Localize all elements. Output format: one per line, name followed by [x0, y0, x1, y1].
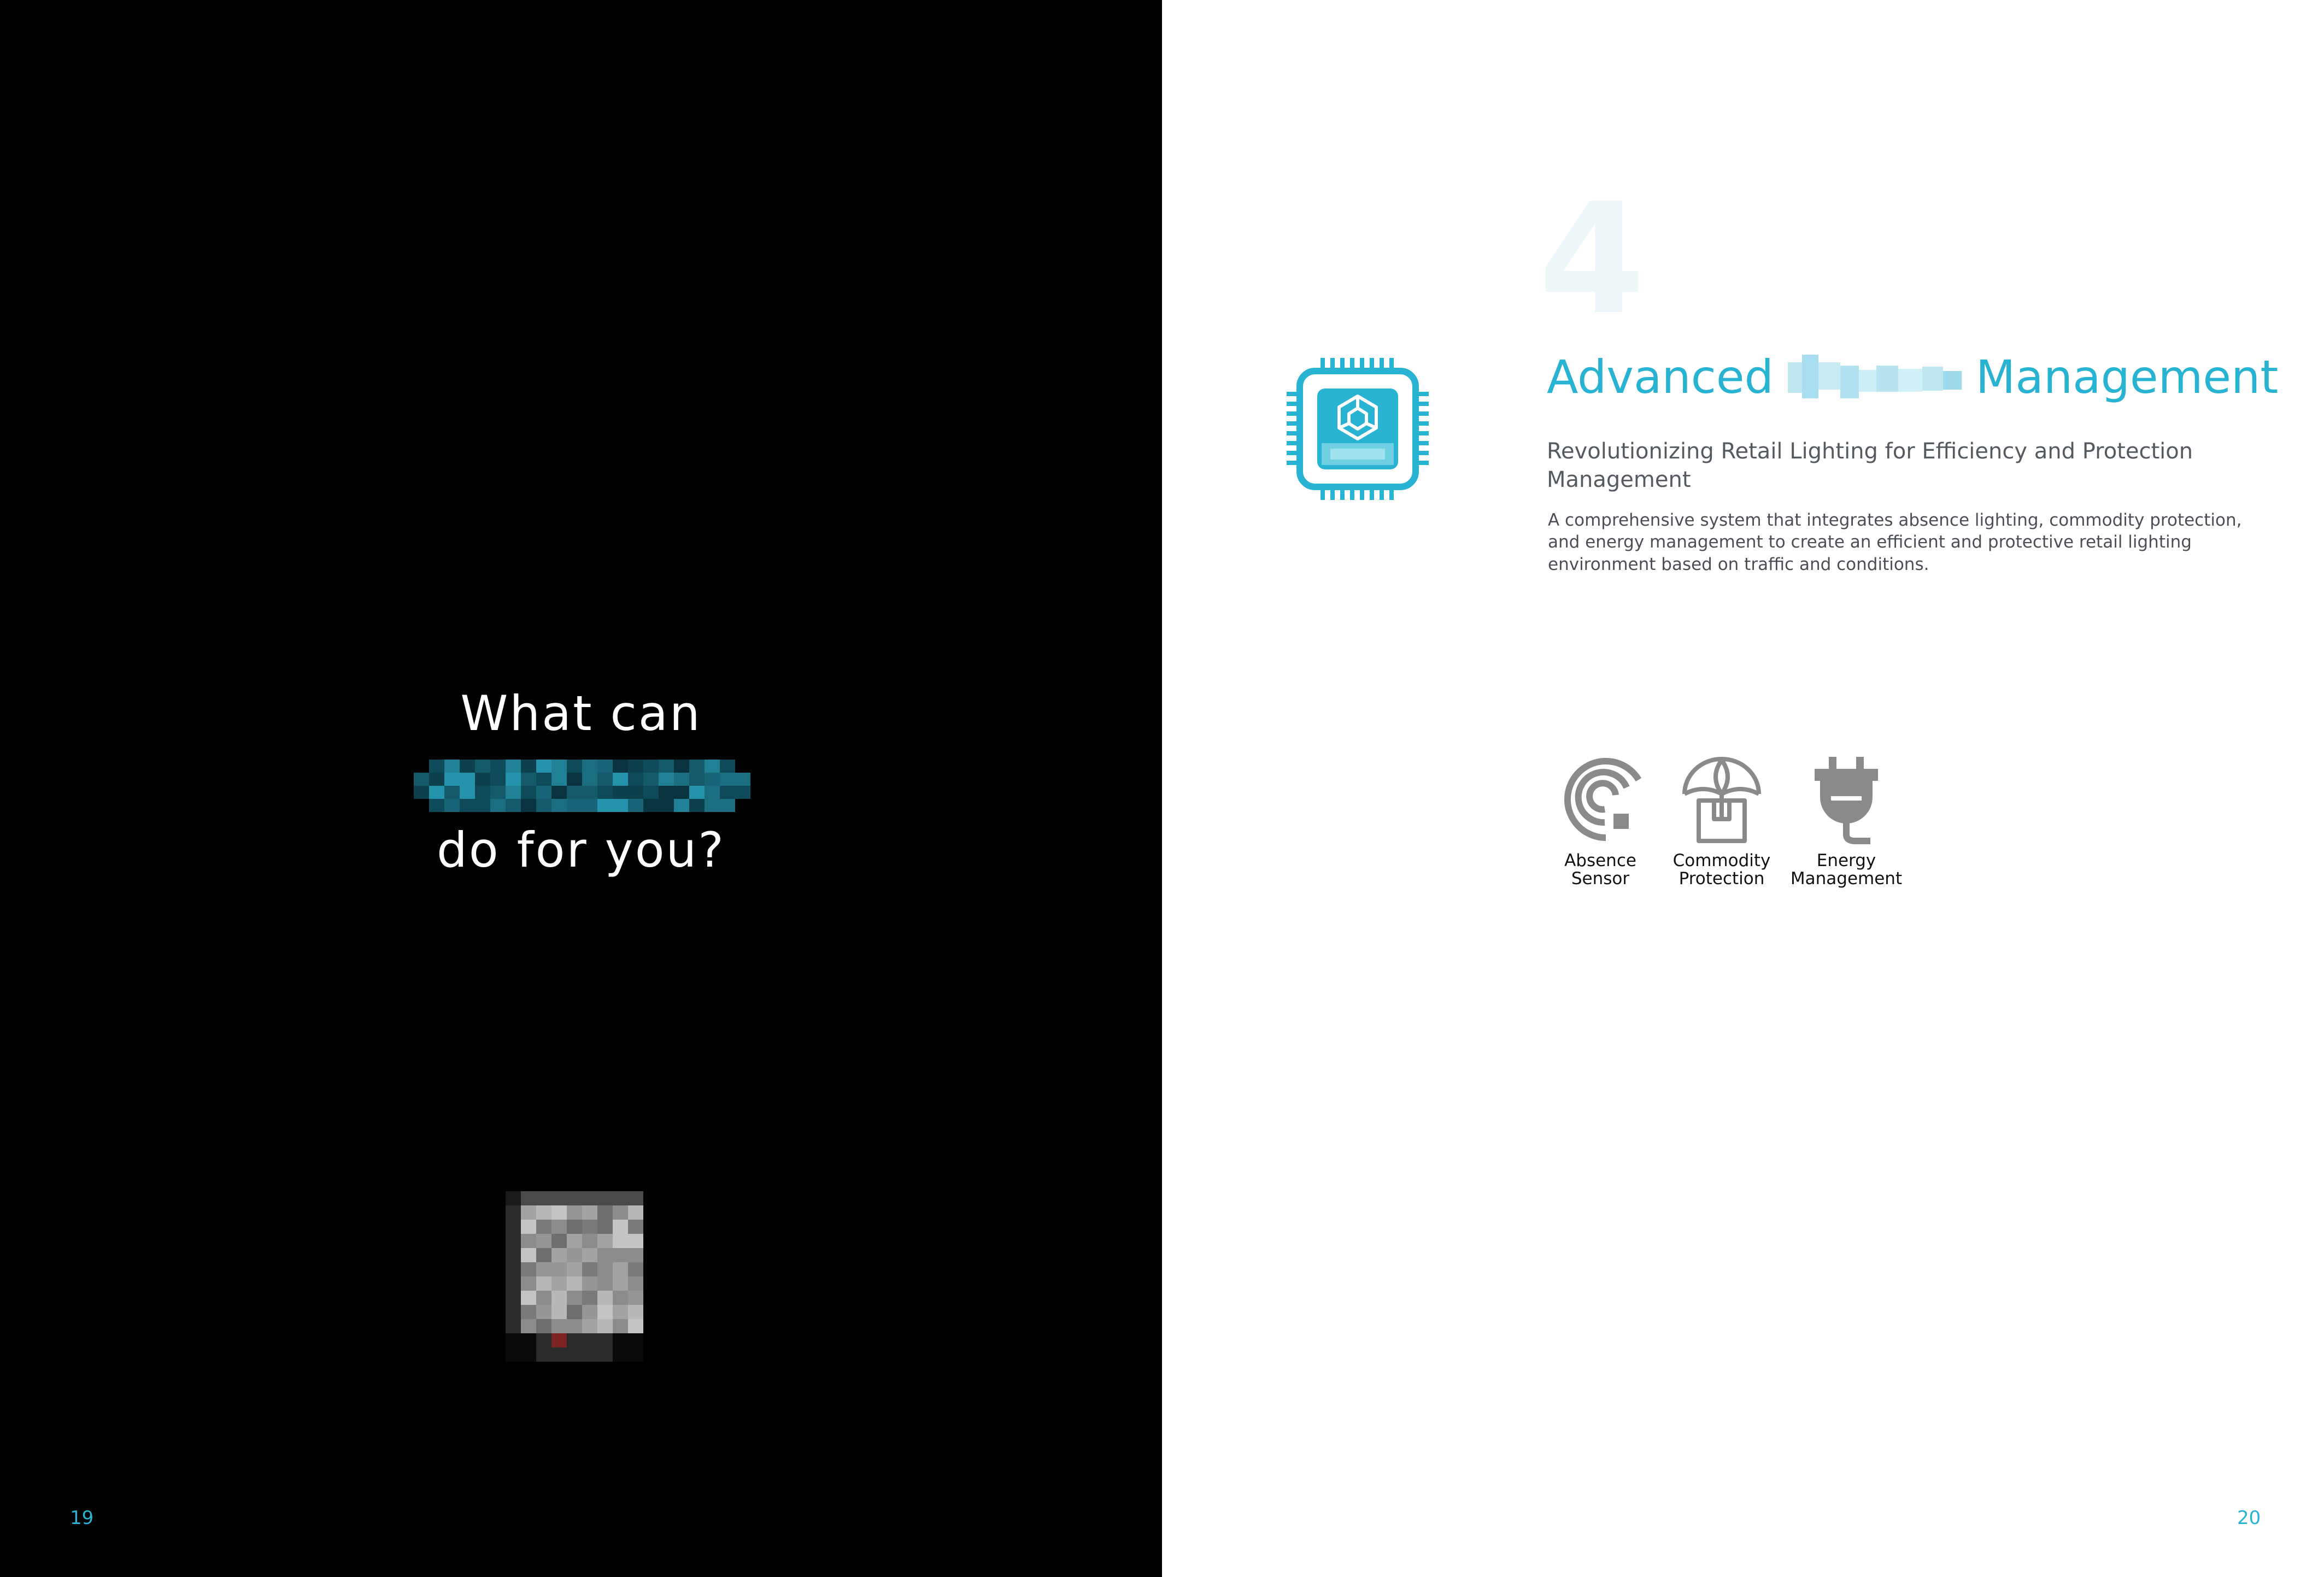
- brand-pixel: [582, 773, 597, 786]
- logo-pixel: [628, 1333, 643, 1347]
- section-title: [1547, 350, 2278, 405]
- brand-pixel: [414, 786, 429, 799]
- brand-pixel: [536, 799, 551, 812]
- logo-pixel: [521, 1191, 536, 1205]
- logo-pixel: [613, 1333, 628, 1347]
- logo-pixel: [628, 1262, 643, 1276]
- brand-pixel: [689, 799, 705, 812]
- brand-pixel: [705, 773, 720, 786]
- logo-pixel: [506, 1291, 521, 1305]
- logo-pixel: [582, 1262, 597, 1276]
- logo-pixel: [536, 1305, 551, 1319]
- brand-pixel: [643, 799, 659, 812]
- sensor-icon: [1557, 757, 1644, 844]
- logo-pixel: [567, 1276, 582, 1291]
- brand-pixel: [643, 760, 659, 773]
- page-number-right: 20: [2237, 1507, 2261, 1529]
- logo-pixel: [613, 1319, 628, 1333]
- brand-pixel: [705, 799, 720, 812]
- logo-pixel: [536, 1191, 551, 1205]
- brand-pixel: [613, 760, 628, 773]
- logo-pixel: [506, 1205, 521, 1220]
- logo-pixel: [628, 1205, 643, 1220]
- brand-pixel: [674, 799, 689, 812]
- logo-pixel: [582, 1248, 597, 1262]
- logo-pixel: [613, 1205, 628, 1220]
- logo-pixel: [551, 1234, 567, 1248]
- brand-pixel: [689, 773, 705, 786]
- brand-pixel: [674, 786, 689, 799]
- brand-pixel: [720, 786, 735, 799]
- brand-pixel: [521, 760, 536, 773]
- logo-pixel: [506, 1319, 521, 1333]
- logo-pixel: [521, 1291, 536, 1305]
- logo-pixel: [536, 1262, 551, 1276]
- logo-pixel: [613, 1305, 628, 1319]
- brand-pixel: [720, 760, 735, 773]
- logo-pixel: [628, 1291, 643, 1305]
- logo-pixel: [628, 1234, 643, 1248]
- logo-pixel: [521, 1347, 536, 1362]
- logo-pixel: [597, 1248, 613, 1262]
- brand-pixel: [735, 773, 750, 786]
- brand-pixel: [429, 760, 444, 773]
- brand-pixel: [659, 773, 674, 786]
- brand-pixel: [720, 799, 735, 812]
- logo-pixel: [551, 1305, 567, 1319]
- section-description: A comprehensive system that integrates absence lighting, commodity protection, and energy management to create an efficient and protective retail lighting environment based on traffic and conditions.: [1548, 510, 2242, 574]
- brand-pixel: [551, 760, 567, 773]
- brand-pixel: [444, 760, 460, 773]
- headline-line-1: What can: [460, 685, 702, 742]
- logo-pixel: [536, 1220, 551, 1234]
- logo-pixel: [521, 1234, 536, 1248]
- brand-pixel: [643, 786, 659, 799]
- logo-pixel: [582, 1305, 597, 1319]
- logo-pixel: [551, 1205, 567, 1220]
- logo-pixel: [567, 1333, 582, 1347]
- brand-pixel: [444, 799, 460, 812]
- logo-pixel: [521, 1220, 536, 1234]
- logo-pixel: [567, 1220, 582, 1234]
- brand-pixel: [551, 773, 567, 786]
- umbrella-box-icon: [1678, 757, 1765, 844]
- logo-pixel: [521, 1248, 536, 1262]
- brand-pixel: [628, 773, 643, 786]
- brand-pixel: [597, 760, 613, 773]
- headline-line-3: do for you?: [436, 822, 726, 878]
- brand-pixel: [460, 760, 475, 773]
- logo-pixel: [521, 1319, 536, 1333]
- logo-pixel: [536, 1291, 551, 1305]
- logo-pixel: [551, 1319, 567, 1333]
- brand-pixel: [444, 773, 460, 786]
- logo-pixel: [521, 1305, 536, 1319]
- brand-pixel: [490, 773, 506, 786]
- logo-pixel: [597, 1234, 613, 1248]
- pixelated-logo: [506, 1191, 643, 1362]
- brand-pixel: [490, 799, 506, 812]
- feature-energy-management: [1781, 757, 1912, 887]
- logo-pixel: [536, 1205, 551, 1220]
- brand-pixel: [705, 786, 720, 799]
- brand-pixel: [506, 760, 521, 773]
- brand-pixel: [475, 799, 490, 812]
- brand-pixel: [521, 799, 536, 812]
- brand-pixel: [567, 760, 582, 773]
- brand-pixel: [429, 773, 444, 786]
- logo-pixel: [597, 1305, 613, 1319]
- logo-pixel: [551, 1220, 567, 1234]
- section-subtitle: Revolutionizing Retail Lighting for Efficiency and Protection Management: [1547, 439, 2193, 492]
- brand-pixel: [536, 773, 551, 786]
- brand-pixel: [567, 799, 582, 812]
- brand-pixel: [460, 773, 475, 786]
- logo-pixel: [597, 1333, 613, 1347]
- logo-pixel: [597, 1205, 613, 1220]
- logo-pixel: [582, 1234, 597, 1248]
- brand-pixel: [720, 773, 735, 786]
- logo-pixel: [567, 1262, 582, 1276]
- brand-pixel: [475, 760, 490, 773]
- brand-pixel: [735, 799, 750, 812]
- logo-pixel: [628, 1276, 643, 1291]
- brand-pixel: [429, 799, 444, 812]
- logo-pixel: [521, 1333, 536, 1347]
- logo-pixel: [582, 1291, 597, 1305]
- feature-label: Absence Sensor: [1564, 851, 1636, 888]
- brand-pixel: [567, 786, 582, 799]
- brand-pixel: [551, 799, 567, 812]
- brand-pixel: [490, 760, 506, 773]
- logo-pixel: [551, 1191, 567, 1205]
- brand-pixel: [414, 799, 429, 812]
- brand-pixel: [597, 773, 613, 786]
- logo-pixel: [597, 1262, 613, 1276]
- logo-pixel: [506, 1220, 521, 1234]
- logo-pixel: [551, 1347, 567, 1362]
- logo-pixel: [613, 1220, 628, 1234]
- brand-pixel: [536, 760, 551, 773]
- brand-pixel: [429, 786, 444, 799]
- logo-pixel: [582, 1319, 597, 1333]
- brand-pixel: [582, 799, 597, 812]
- logo-pixel: [521, 1205, 536, 1220]
- brand-pixel: [475, 786, 490, 799]
- feature-label: Commodity Protection: [1672, 851, 1771, 888]
- pixelated-brand-name: [414, 760, 750, 812]
- brand-pixel: [705, 760, 720, 773]
- brand-pixel: [735, 786, 750, 799]
- logo-pixel: [536, 1276, 551, 1291]
- logo-pixel: [506, 1305, 521, 1319]
- brand-pixel: [659, 786, 674, 799]
- logo-pixel: [506, 1248, 521, 1262]
- logo-pixel: [628, 1220, 643, 1234]
- logo-pixel: [506, 1234, 521, 1248]
- logo-pixel: [613, 1191, 628, 1205]
- logo-pixel: [613, 1347, 628, 1362]
- logo-pixel: [551, 1291, 567, 1305]
- logo-pixel: [551, 1248, 567, 1262]
- brand-pixel: [613, 799, 628, 812]
- logo-pixel: [613, 1262, 628, 1276]
- feature-label: Energy Management: [1790, 851, 1903, 888]
- brand-pixel: [689, 760, 705, 773]
- brand-pixel: [643, 773, 659, 786]
- logo-pixel: [506, 1276, 521, 1291]
- logo-pixel: [582, 1220, 597, 1234]
- title-end: Management: [1975, 350, 2279, 404]
- logo-pixel: [536, 1234, 551, 1248]
- logo-pixel: [582, 1191, 597, 1205]
- brand-pixel: [597, 799, 613, 812]
- logo-pixel: [613, 1291, 628, 1305]
- logo-pixel: [567, 1347, 582, 1362]
- logo-pixel: [597, 1276, 613, 1291]
- brand-pixel: [460, 799, 475, 812]
- logo-pixel: [582, 1276, 597, 1291]
- logo-pixel: [582, 1205, 597, 1220]
- logo-pixel: [597, 1319, 613, 1333]
- logo-pixel: [551, 1262, 567, 1276]
- logo-pixel: [628, 1347, 643, 1362]
- logo-pixel: [506, 1262, 521, 1276]
- brand-pixel: [414, 760, 429, 773]
- logo-pixel: [628, 1305, 643, 1319]
- logo-pixel: [536, 1347, 551, 1362]
- logo-pixel: [597, 1220, 613, 1234]
- brand-pixel: [567, 773, 582, 786]
- section-number: 4: [1539, 170, 1645, 349]
- logo-pixel: [551, 1276, 567, 1291]
- brand-pixel: [613, 773, 628, 786]
- logo-pixel: [567, 1248, 582, 1262]
- pixelated-title-word: [1788, 355, 1962, 398]
- brand-pixel: [597, 786, 613, 799]
- logo-pixel: [628, 1319, 643, 1333]
- logo-pixel: [536, 1333, 551, 1347]
- logo-pixel: [613, 1248, 628, 1262]
- brand-pixel: [735, 760, 750, 773]
- brand-pixel: [582, 786, 597, 799]
- logo-pixel: [613, 1276, 628, 1291]
- logo-pixel: [582, 1347, 597, 1362]
- logo-pixel: [506, 1347, 521, 1362]
- brand-pixel: [521, 786, 536, 799]
- brand-pixel: [674, 760, 689, 773]
- logo-pixel: [597, 1291, 613, 1305]
- brand-pixel: [475, 773, 490, 786]
- brand-pixel: [444, 786, 460, 799]
- brand-pixel: [536, 786, 551, 799]
- logo-pixel: [506, 1191, 521, 1205]
- brand-pixel: [628, 786, 643, 799]
- logo-pixel: [536, 1248, 551, 1262]
- brand-pixel: [659, 799, 674, 812]
- brand-pixel: [628, 760, 643, 773]
- brand-pixel: [582, 760, 597, 773]
- brand-pixel: [613, 786, 628, 799]
- logo-pixel: [567, 1305, 582, 1319]
- plug-icon: [1803, 757, 1890, 844]
- logo-pixel: [521, 1262, 536, 1276]
- page-number-left: 19: [70, 1507, 94, 1529]
- brand-pixel: [659, 760, 674, 773]
- brand-pixel: [460, 786, 475, 799]
- logo-pixel: [567, 1191, 582, 1205]
- logo-pixel: [567, 1234, 582, 1248]
- feature-absence-sensor: [1535, 757, 1666, 887]
- logo-pixel: [597, 1191, 613, 1205]
- brand-pixel: [506, 786, 521, 799]
- logo-pixel: [567, 1291, 582, 1305]
- brand-pixel: [628, 799, 643, 812]
- brand-pixel: [674, 773, 689, 786]
- logo-pixel: [551, 1333, 567, 1347]
- logo-pixel: [582, 1333, 597, 1347]
- logo-pixel: [506, 1333, 521, 1347]
- logo-pixel: [567, 1319, 582, 1333]
- brand-pixel: [506, 799, 521, 812]
- logo-pixel: [567, 1205, 582, 1220]
- logo-pixel: [628, 1191, 643, 1205]
- brand-pixel: [689, 786, 705, 799]
- chip-icon: [1287, 358, 1429, 500]
- logo-pixel: [521, 1276, 536, 1291]
- brand-pixel: [521, 773, 536, 786]
- brand-pixel: [551, 786, 567, 799]
- logo-pixel: [613, 1234, 628, 1248]
- logo-pixel: [536, 1319, 551, 1333]
- feature-commodity-protection: [1656, 757, 1787, 887]
- brand-pixel: [490, 786, 506, 799]
- logo-pixel: [597, 1347, 613, 1362]
- brand-pixel: [506, 773, 521, 786]
- logo-pixel: [628, 1248, 643, 1262]
- title-start: Advanced: [1547, 350, 1774, 404]
- brand-pixel: [414, 773, 429, 786]
